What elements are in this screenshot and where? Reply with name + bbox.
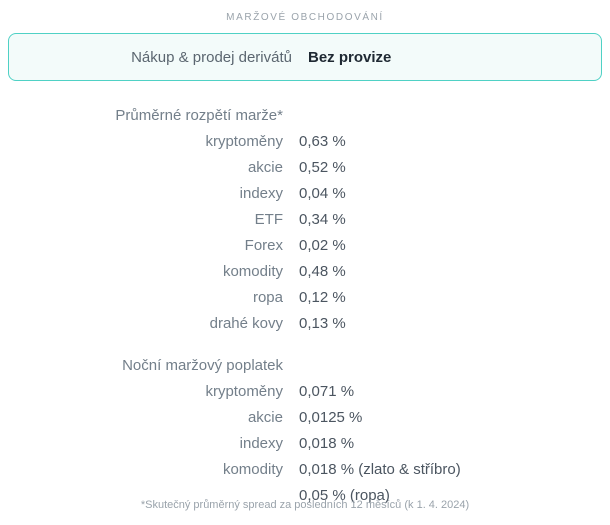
section-title: MARŽOVÉ OBCHODOVÁNÍ: [226, 12, 384, 23]
row-label: akcie: [247, 409, 283, 426]
footnote: *Skutečný průměrný spread za posledních 12 měsíců (k 1. 4. 2024): [140, 499, 470, 511]
group-heading-row: [0, 353, 610, 379]
table-row: [0, 155, 610, 181]
row-value: 0,071 %: [299, 383, 355, 400]
group-heading-label: Noční maržový poplatek: [122, 357, 283, 374]
table-row: [0, 379, 610, 405]
header-card-left-label: Nákup & prodej derivátů: [131, 48, 292, 66]
row-label: komodity: [222, 263, 283, 280]
row-value: 0,52 %: [299, 159, 346, 176]
row-label: drahé kovy: [209, 315, 283, 332]
group-heading-label: Průměrné rozpětí marže*: [115, 107, 283, 124]
table-row: [0, 311, 610, 337]
row-value: 0,13 %: [299, 315, 346, 332]
group-spacer: [0, 337, 610, 353]
table-row: [0, 259, 610, 285]
row-label: akcie: [247, 159, 283, 176]
header-card-right-label: Bez provize: [308, 48, 392, 66]
row-value: 0,02 %: [299, 237, 346, 254]
row-label: ropa: [252, 289, 283, 306]
table-row: [0, 129, 610, 155]
row-label: Forex: [244, 237, 283, 254]
row-label: kryptoměny: [205, 383, 283, 400]
header-card: [8, 33, 602, 81]
row-value: 0,12 %: [299, 289, 346, 306]
row-label: komodity: [222, 461, 283, 478]
table-row: [0, 233, 610, 259]
table-row: [0, 405, 610, 431]
table-row: [0, 181, 610, 207]
row-value: 0,04 %: [299, 185, 346, 202]
row-value: 0,48 %: [299, 263, 346, 280]
row-label: ETF: [254, 211, 283, 228]
row-value: 0,34 %: [299, 211, 346, 228]
row-value: 0,018 % (zlato & stříbro): [299, 461, 461, 478]
row-label: indexy: [239, 435, 283, 452]
row-label: indexy: [239, 185, 283, 202]
row-value: 0,63 %: [299, 133, 346, 150]
row-value: 0,018 %: [299, 435, 355, 452]
row-value: 0,0125 %: [299, 409, 363, 426]
table-row: [0, 207, 610, 233]
row-value: 0,05 % (ropa): [299, 487, 390, 504]
table-row: [0, 431, 610, 457]
row-label: kryptoměny: [205, 133, 283, 150]
table-row: [0, 457, 610, 483]
group-heading-row: [0, 103, 610, 129]
table-row: [0, 285, 610, 311]
fees-table: [0, 103, 610, 509]
